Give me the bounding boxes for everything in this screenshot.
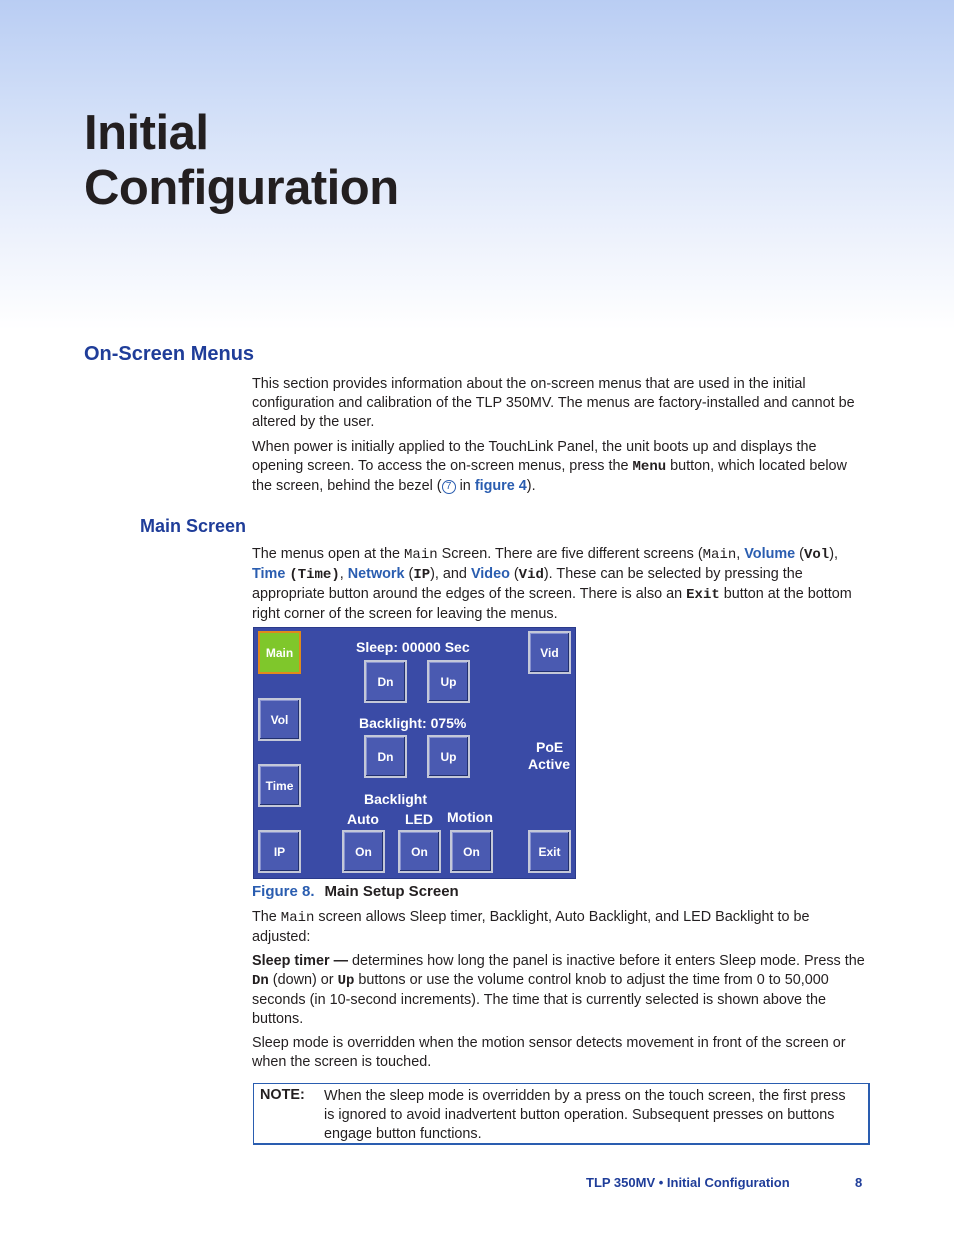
- main-screen-intro: [252, 545, 868, 624]
- auto-label: Auto: [347, 811, 379, 827]
- text-run: The: [252, 909, 281, 925]
- intro-paragraph-2: [252, 438, 868, 496]
- subsection-heading: Main Screen: [140, 516, 247, 536]
- backlight-readout: Backlight: 075%: [359, 715, 467, 731]
- vid-tab-button[interactable]: Vid: [528, 631, 571, 674]
- time-tab-button[interactable]: Time: [258, 764, 301, 807]
- intro-paragraph-1: This section provides information about the on-screen menus that are used in the initial configuration and calibration of the TLP 350MV. The menus are factory-installed and cannot be altered by the user.: [252, 376, 855, 430]
- text-run: in: [455, 478, 475, 494]
- ip-code: IP: [413, 567, 431, 583]
- sleep-timer-term: Sleep timer —: [252, 953, 348, 969]
- sleep-down-button[interactable]: Dn: [364, 660, 407, 703]
- figure-number: Figure 8.: [252, 883, 315, 900]
- network-link[interactable]: Network: [347, 566, 405, 582]
- up-code: Up: [337, 973, 355, 989]
- motion-label: Motion: [447, 809, 493, 825]
- poe-status: Active: [528, 756, 571, 772]
- sleep-up-button[interactable]: Up: [427, 660, 470, 703]
- figure-title: Main Setup Screen: [324, 883, 459, 900]
- text-run: buttons or use the volume control knob to adjust the time from 0 to 50,000 seconds (in 10-second increments). The time that is currently selected is shown above the buttons.: [252, 972, 829, 1027]
- figure-caption: [252, 883, 459, 900]
- text-run: determines how long the panel is inactive before it enters Sleep mode. Press the: [347, 953, 865, 969]
- figure-4-link[interactable]: figure 4: [474, 478, 527, 494]
- main-setup-screen: [253, 627, 576, 879]
- ip-tab-button[interactable]: IP: [258, 830, 301, 873]
- text-run: (: [509, 566, 519, 582]
- text-run: When power is initially applied to the TouchLink Panel, the unit boots up and displays the opening screen. To access the on-screen menus, press the: [252, 439, 817, 474]
- text-run: The menus open at the: [252, 546, 405, 562]
- text-run: ). These can be selected by pressing the appropriate button around the edges of the screen. There is also an: [252, 566, 803, 602]
- poe-label: PoE: [536, 739, 564, 755]
- main-code: Main: [702, 547, 737, 563]
- exit-code: Exit: [686, 587, 720, 603]
- text-run: ).: [526, 478, 536, 494]
- text-run: (down) or: [268, 972, 338, 988]
- led-label: LED: [405, 811, 433, 827]
- backlight-heading: Backlight: [364, 791, 428, 807]
- main-description: [252, 908, 868, 947]
- menu-button-ref: Menu: [632, 459, 667, 475]
- video-link[interactable]: Video: [470, 566, 510, 582]
- motion-on-button[interactable]: On: [450, 830, 493, 873]
- text-run: (: [404, 566, 414, 582]
- backlight-down-button[interactable]: Dn: [364, 735, 407, 778]
- chapter-title-line1: Initial: [84, 106, 209, 160]
- text-run: button at the bottom right corner of the screen for leaving the menus.: [252, 586, 852, 622]
- main-code: Main: [280, 910, 315, 926]
- text-run: button, which located below the screen, behind the bezel (: [252, 458, 847, 494]
- text-run: ,: [339, 566, 348, 582]
- time-code: (Time): [289, 567, 340, 583]
- main-tab-button[interactable]: Main: [258, 631, 301, 674]
- sleep-override-paragraph: Sleep mode is overridden when the motion sensor detects movement in front of the screen or when the screen is touched.: [252, 1035, 846, 1070]
- exit-button[interactable]: Exit: [528, 830, 571, 873]
- note-box: [253, 1083, 870, 1145]
- vid-code: Vid: [518, 567, 544, 583]
- text-run: ),: [829, 546, 838, 562]
- text-run: (: [795, 546, 804, 562]
- text-run: ,: [736, 546, 745, 562]
- volume-link[interactable]: Volume: [744, 546, 796, 562]
- text-run: ), and: [430, 566, 471, 582]
- callout-number: 7: [442, 480, 456, 494]
- sleep-timer-paragraph: [252, 952, 868, 1029]
- section-heading: On-Screen Menus: [84, 343, 255, 365]
- footer-title: TLP 350MV • Initial Configuration: [586, 1175, 790, 1190]
- main-code: Main: [404, 547, 438, 563]
- backlight-up-button[interactable]: Up: [427, 735, 470, 778]
- note-text: When the sleep mode is overridden by a press on the touch screen, the first press is ignored to avoid inadvertent button operation. Subsequent presses on buttons engage button functions.: [324, 1088, 846, 1142]
- vol-code: Vol: [803, 547, 830, 563]
- chapter-title: [84, 106, 399, 216]
- sleep-readout: Sleep: 00000 Sec: [356, 639, 470, 655]
- page-number: 8: [855, 1175, 863, 1190]
- note-label: NOTE:: [260, 1087, 305, 1103]
- chapter-title-line2: Configuration: [84, 161, 399, 215]
- led-backlight-on-button[interactable]: On: [398, 830, 441, 873]
- text-run: Screen. There are five different screens (: [437, 546, 703, 562]
- time-link[interactable]: Time: [252, 566, 286, 582]
- text-run: screen allows Sleep timer, Backlight, Auto Backlight, and LED Backlight to be adjusted:: [252, 909, 810, 945]
- auto-backlight-on-button[interactable]: On: [342, 830, 385, 873]
- dn-code: Dn: [252, 973, 269, 989]
- vol-tab-button[interactable]: Vol: [258, 698, 301, 741]
